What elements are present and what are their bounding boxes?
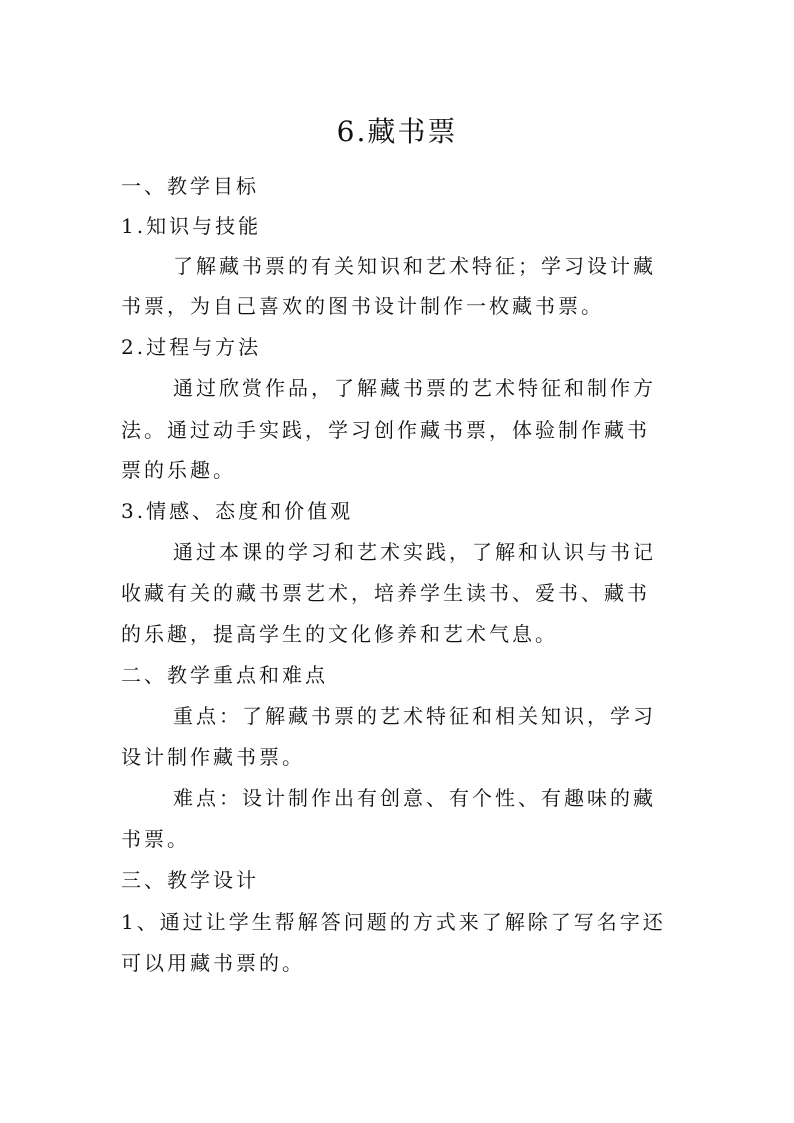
subheading-emotion-values: 3.情感、态度和价值观 [121, 499, 354, 523]
paragraph-line: 的乐趣，提高学生的文化修养和艺术气息。 [121, 622, 558, 646]
paragraph-line: 1、通过让学生帮解答问题的方式来了解除了写名字还 [121, 910, 666, 934]
section-heading-key-points: 二、教学重点和难点 [121, 663, 328, 687]
paragraph-line: 难点：设计制作出有创意、有个性、有趣味的藏 [173, 786, 656, 810]
paragraph-line: 了解藏书票的有关知识和艺术特征；学习设计藏 [173, 254, 656, 278]
section-heading-design: 三、教学设计 [121, 868, 259, 892]
paragraph-line: 书票，为自己喜欢的图书设计制作一枚藏书票。 [121, 294, 604, 318]
paragraph-line: 书票。 [121, 827, 190, 851]
paragraph-line: 票的乐趣。 [121, 458, 236, 482]
paragraph-line: 重点：了解藏书票的艺术特征和相关知识，学习 [173, 704, 656, 728]
subheading-process-method: 2.过程与方法 [121, 335, 262, 359]
paragraph-line: 可以用藏书票的。 [121, 951, 305, 975]
section-heading-objectives: 一、教学目标 [121, 174, 259, 198]
paragraph-line: 法。通过动手实践，学习创作藏书票，体验制作藏书 [121, 418, 650, 442]
document-title: 6.藏书票 [336, 115, 458, 148]
paragraph-line: 收藏有关的藏书票艺术，培养学生读书、爱书、藏书 [121, 581, 650, 605]
paragraph-line: 通过欣赏作品，了解藏书票的艺术特征和制作方 [173, 376, 656, 400]
paragraph-line: 设计制作藏书票。 [121, 745, 305, 769]
subheading-knowledge-skills: 1.知识与技能 [121, 214, 262, 238]
paragraph-line: 通过本课的学习和艺术实践，了解和认识与书记 [173, 540, 656, 564]
